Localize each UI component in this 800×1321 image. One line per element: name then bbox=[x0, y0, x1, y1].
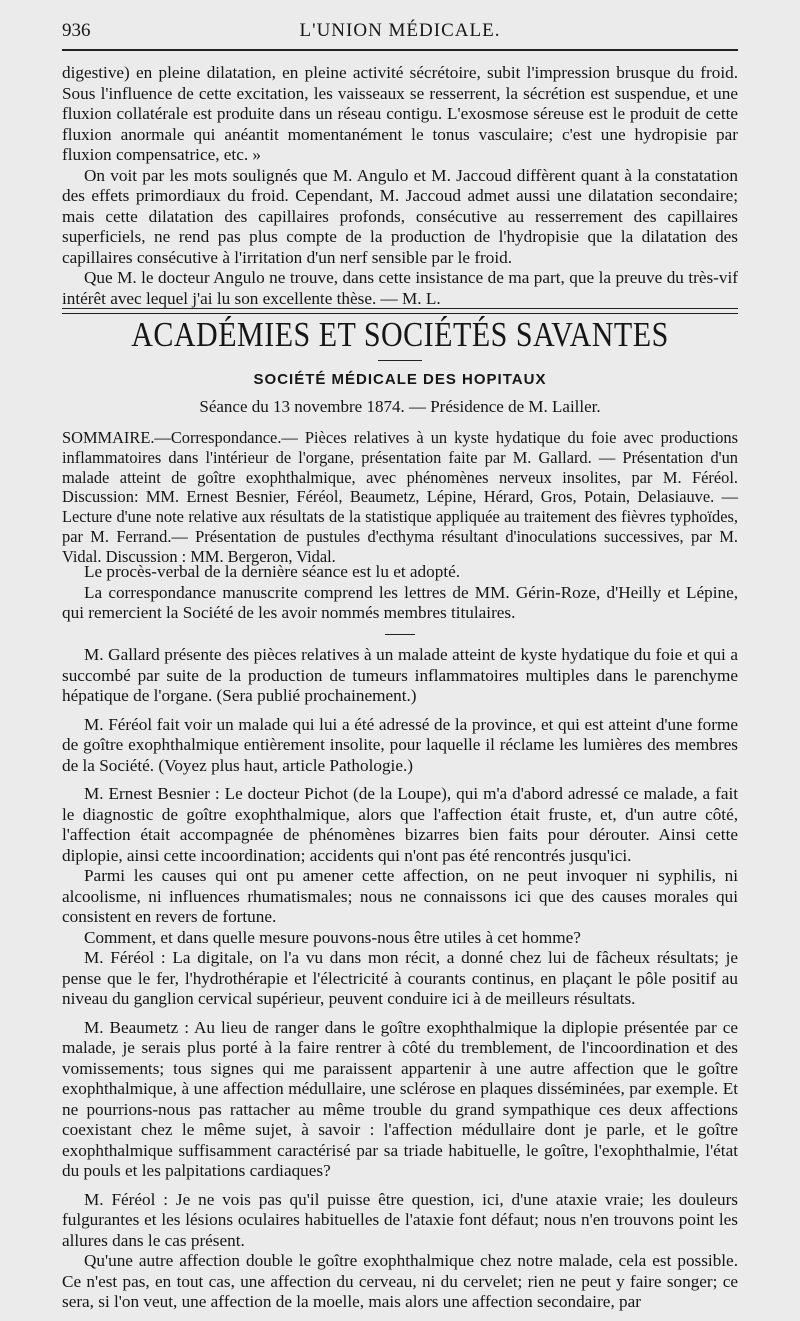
page-number: 936 bbox=[62, 20, 91, 41]
paragraph: Parmi les causes qui ont pu amener cette affection, on ne peut invoquer ni syphilis, ni alcoolisme, ni influences rhumatismales; nous ne connaissons ici que des causes morales qui consistent en revers de fortune. bbox=[62, 866, 738, 926]
section-title: ACADÉMIES ET SOCIÉTÉS SAVANTES bbox=[131, 316, 669, 354]
short-divider bbox=[378, 360, 422, 361]
paragraph: Que M. le docteur Angulo ne trouve, dans cette insistance de ma part, que la preuve du très-vif intérêt avec lequel j'ai lu son excellente thèse. — M. L. bbox=[62, 268, 738, 308]
paragraph: Comment, et dans quelle mesure pouvons-nous être utiles à cet homme? bbox=[84, 927, 581, 947]
running-title: L'UNION MÉDICALE. bbox=[299, 20, 501, 41]
paragraph: On voit par les mots soulignés que M. Angulo et M. Jaccoud diffèrent quant à la constatation des effets primordiaux du froid. Cependant, M. Jaccoud admet aussi une dilatation secondaire; mais cette dilatation des capillaires profonds, consécutive au resserrement des capillaires superficiels, ne rend pas plus compte de la production de l'hydropisie que la dilatation des capillaires consécutive à l'irritation d'un nerf sensible par le froid. bbox=[62, 165, 738, 267]
paragraph: M. Féréol fait voir un malade qui lui a été adressé de la province, et qui est atteint d'une forme de goître exophthalmique entièrement insolite, pour laquelle il réclame les lumières des membres de la Société. (Voyez plus haut, article Pathologie.) bbox=[62, 714, 738, 775]
header-rule bbox=[62, 49, 738, 51]
top-text-block bbox=[62, 63, 738, 309]
page-header bbox=[62, 14, 738, 46]
body-block-2 bbox=[62, 645, 738, 1313]
paragraph: Qu'une autre affection double le goître exophthalmique chez notre malade, cela est possible. Ce n'est pas, en tout cas, une affection du cerveau, ni du cervelet; rien ne peut y faire songer; ce sera, si l'on veut, une affection de la moelle, mais alors une affection secondaire, par bbox=[62, 1251, 738, 1311]
paragraph: Le procès-verbal de la dernière séance est lu et adopté. bbox=[84, 562, 461, 581]
paragraph: M. Beaumetz : Au lieu de ranger dans le goître exophthalmique la diplopie présentée par ce malade, je serais plus porté à la faire rentrer à côté du tremblement, de l'incoordination et des vomissements; tous signes qui me paraissent appartenir à une autre affection que le goître exophthalmique, à une affection médullaire, une sclérose en plaques disséminées, par exemple. Et ne pourrions-nous pas rattacher au même trouble du grand sympathique ces deux affections coexistant chez le même sujet, à savoir : l'affection médullaire dont je parle, et le goître exophthalmique suffisamment caractérisé par sa triade habituelle, le goître, l'exophthalmie, l'état du pouls et les palpitations cardiaques? bbox=[62, 1017, 738, 1180]
short-divider bbox=[385, 634, 415, 635]
sommaire bbox=[62, 428, 738, 567]
paragraph: digestive) en pleine dilatation, en pleine activité sécrétoire, subit l'impression brusque du froid. Sous l'influence de cette excitation, les vaisseaux se resserrent, la sécrétion est suspendue, et une fluxion collatérale est produite dans un réseau contigu. L'exosmose séreuse est le produit de cette fluxion anormale qui anéantit momentanément le tonus vasculaire; c'est une hydropisie par fluxion compensatrice, etc. » bbox=[62, 63, 738, 164]
sommaire-text: SOMMAIRE.—Correspondance.— Pièces relatives à un kyste hydatique du foie avec productions inflammatoires dans l'intérieur de l'organe, présentation faite par M. Gallard. — Présentation d'un malade atteint de goître exophthalmique, avec phénomènes nerveux insolites, par M. Féréol. Discussion: MM. Ernest Besnier, Féréol, Beaumetz, Lépine, Hérard, Gros, Potain, Delasiauve. — Lecture d'une note relative aux résultats de la statistique appliquée au traitement des fièvres typhoïdes, par M. Ferrand.— Présentation de pustules d'ecthyma résultant d'inoculations successives, par M. Vidal. Discussion : MM. Bergeron, Vidal. bbox=[62, 428, 738, 566]
paragraph: M. Gallard présente des pièces relatives à un malade atteint de kyste hydatique du foie et qui a succombé par suite de la production de tumeurs inflammatoires multiples dans le parenchyme hépatique de l'organe. (Sera publié prochainement.) bbox=[62, 645, 738, 705]
paragraph: La correspondance manuscrite comprend les lettres de MM. Gérin-Roze, d'Heilly et Lépine, qui remercient la Société de les avoir nommés membres titulaires. bbox=[62, 582, 738, 622]
paragraph: M. Féréol : La digitale, on l'a vu dans mon récit, a donné chez lui de fâcheux résultats; je pense que le fer, l'hydrothérapie et l'électricité à courants continus, en plaçant le pôle positif au niveau du ganglion cervical supérieur, peuvent conduire ici à de meilleurs résultats. bbox=[62, 948, 738, 1008]
society-name: SOCIÉTÉ MÉDICALE DES HOPITAUX bbox=[253, 371, 547, 388]
paragraph: M. Ernest Besnier : Le docteur Pichot (de la Loupe), qui m'a d'abord adressé ce malade, a fait le diagnostic de goître exophthalmique, alors que l'affection était fruste, et, d'un autre côté, l'affection était accompagnée de phénomènes bizarres bien faits pour dérouter. Ainsi cette diplopie, ainsi cette incoordination; accidents qui n'ont pas été rencontrés jusqu'ici. bbox=[62, 784, 738, 865]
paragraph: M. Féréol : Je ne vois pas qu'il puisse être question, ici, d'une ataxie vraie; les douleurs fulgurantes et les lésions oculaires habituelles de l'ataxie font défaut; nous n'en trouvons point les allures dans le cas présent. bbox=[62, 1189, 738, 1250]
section-double-rule bbox=[62, 308, 738, 314]
body-block-1 bbox=[62, 562, 738, 624]
seance-line: Séance du 13 novembre 1874. — Présidence de M. Lailler. bbox=[199, 397, 601, 416]
